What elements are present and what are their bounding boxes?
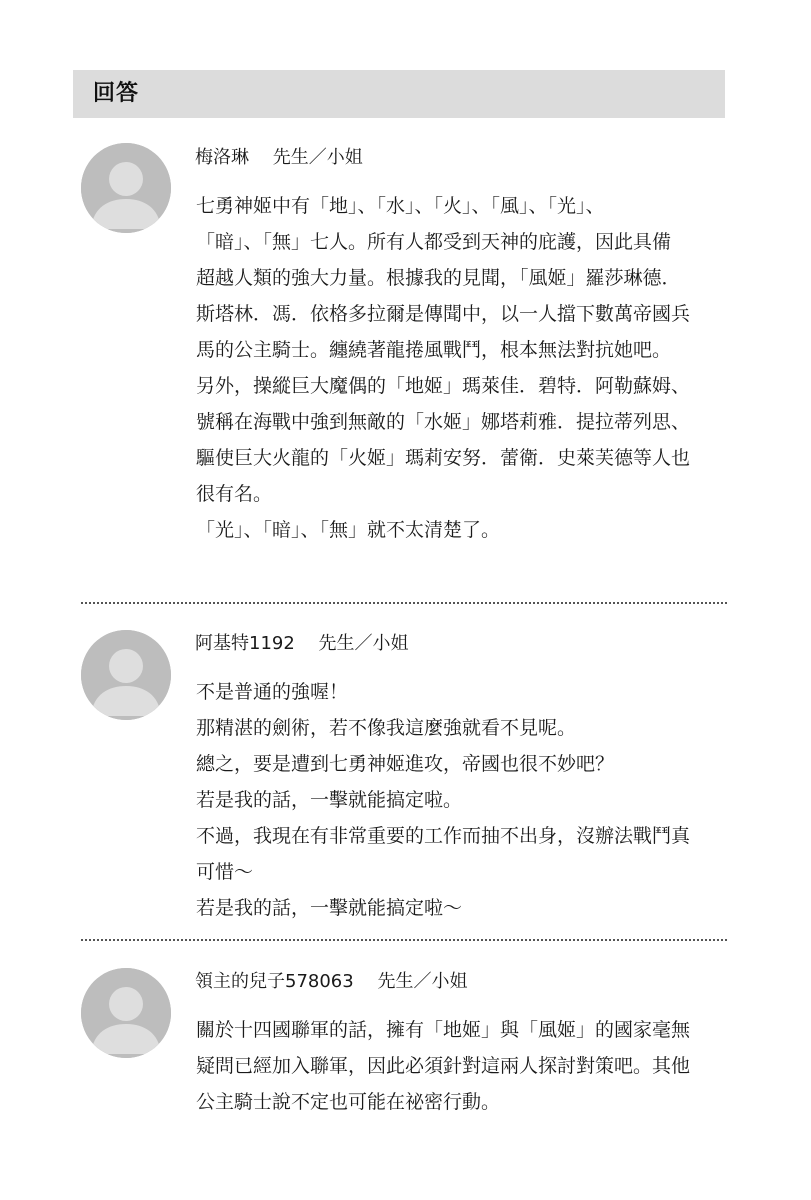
answer-line: 七勇神姬中有「地」、「水」、「火」、「風」、「光」、 [196, 195, 605, 217]
answer-line: 關於十四國聯軍的話，擁有「地姬」與「風姬」的國家毫無 [196, 1019, 691, 1041]
answer-line: 那精湛的劍術，若不像我這麼強就看不見呢。 [196, 717, 577, 739]
author-honorific: 先生／小姐 [272, 147, 363, 168]
answer-line: 另外，操縱巨大魔偶的「地姬」瑪萊佳．碧特．阿勒蘇姆、 [196, 375, 691, 397]
answers-header [73, 70, 725, 118]
author-name: 領主的兒子578063 [195, 971, 354, 992]
answer-line: 不是普通的強喔！ [196, 681, 349, 703]
answer-line: 馬的公主騎士。纏繞著龍捲風戰鬥，根本無法對抗她吧。 [196, 339, 672, 361]
author-name: 梅洛琳 [195, 147, 249, 168]
answer-line: 若是我的話，一擊就能搞定啦～ [196, 897, 463, 919]
author-honorific: 先生／小姐 [318, 633, 409, 654]
answer-line: 號稱在海戰中強到無敵的「水姬」娜塔莉雅．提拉蒂列思、 [196, 411, 691, 433]
answer-author [195, 970, 467, 994]
answer-line: 「光」、「暗」、「無」就不太清楚了。 [196, 519, 501, 541]
answer-line: 驅使巨大火龍的「火姬」瑪莉安努．蕾衛．史萊芙德等人也 [196, 447, 691, 469]
answers-heading: 回答 [93, 81, 140, 106]
author-honorific: 先生／小姐 [377, 971, 468, 992]
answer-line: 可惜～ [196, 861, 254, 883]
answer-author [195, 146, 363, 170]
answer-body [196, 1012, 726, 1120]
answer-line: 若是我的話，一擊就能搞定啦。 [196, 789, 463, 811]
answer-line: 公主騎士說不定也可能在祕密行動。 [196, 1091, 501, 1113]
answer-line: 疑問已經加入聯軍，因此必須針對這兩人探討對策吧。其他 [196, 1055, 691, 1077]
answer-line: 斯塔林．馮．依格多拉爾是傳聞中，以一人擋下數萬帝國兵 [196, 303, 691, 325]
answer-body [196, 188, 726, 548]
answer-line: 「暗」、「無」七人。所有人都受到天神的庇護，因此具備 [196, 231, 672, 253]
avatar-placeholder-icon [81, 968, 171, 1058]
answer-divider [81, 602, 727, 604]
author-name: 阿基特1192 [195, 633, 295, 654]
answer-author [195, 632, 409, 656]
answer-line: 超越人類的強大力量。根據我的見聞，「風姬」羅莎琳德． [196, 267, 681, 289]
answer-divider [81, 939, 727, 941]
avatar-placeholder-icon [81, 143, 171, 233]
answer-line: 不過，我現在有非常重要的工作而抽不出身，沒辦法戰鬥真 [196, 825, 691, 847]
answer-line: 很有名。 [196, 483, 273, 505]
avatar-placeholder-icon [81, 630, 171, 720]
answer-line: 總之，要是遭到七勇神姬進攻，帝國也很不妙吧？ [196, 753, 615, 775]
answer-body [196, 674, 726, 926]
